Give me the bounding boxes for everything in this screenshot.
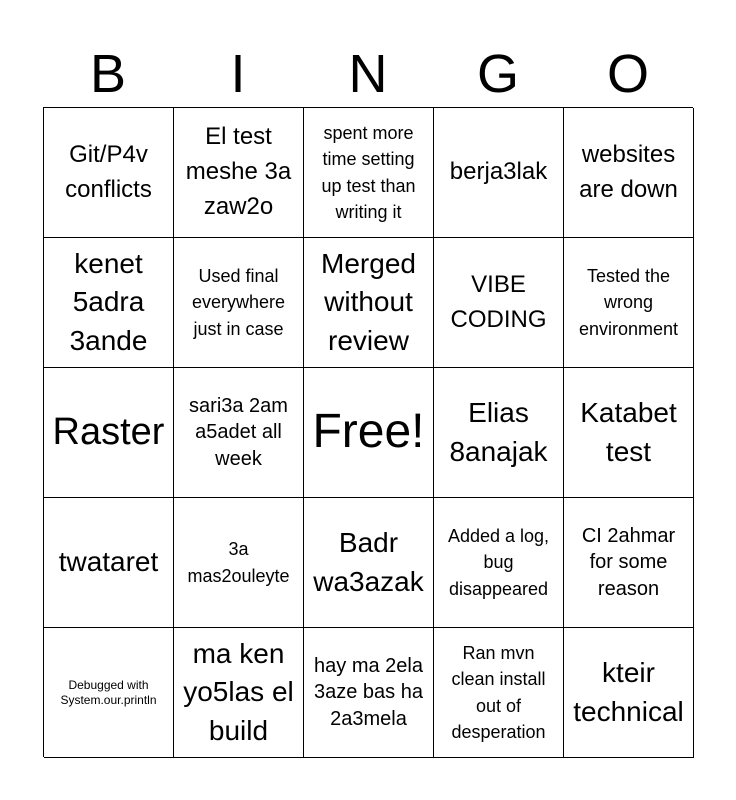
bingo-cell[interactable]: El test meshe 3a zaw2o [174, 108, 304, 238]
bingo-cell[interactable]: Tested the wrong environment [564, 238, 694, 368]
free-space-cell[interactable]: Free! [304, 368, 434, 498]
bingo-cell[interactable]: Raster [44, 368, 174, 498]
bingo-cell[interactable]: kteir technical [564, 628, 694, 758]
header-letter-n: N [348, 44, 388, 104]
bingo-cell[interactable]: websites are down [564, 108, 694, 238]
bingo-header [43, 40, 693, 108]
bingo-cell[interactable]: Ran mvn clean install out of desperation [434, 628, 564, 758]
bingo-cell[interactable]: Katabet test [564, 368, 694, 498]
bingo-cell[interactable]: Added a log, bug disappeared [434, 498, 564, 628]
bingo-cell[interactable]: Merged without review [304, 238, 434, 368]
bingo-board [43, 107, 693, 757]
bingo-cell[interactable]: Elias 8anajak [434, 368, 564, 498]
bingo-cell[interactable]: spent more time setting up test than writing it [304, 108, 434, 238]
bingo-cell[interactable]: kenet 5adra 3ande [44, 238, 174, 368]
header-letter-g: G [476, 44, 519, 104]
header-letter-i: I [230, 44, 246, 104]
bingo-cell[interactable]: sari3a 2am a5adet all week [174, 368, 304, 498]
bingo-cell[interactable]: Badr wa3azak [304, 498, 434, 628]
bingo-cell[interactable]: berja3lak [434, 108, 564, 238]
bingo-cell[interactable]: Used final everywhere just in case [174, 238, 304, 368]
bingo-cell[interactable]: hay ma 2ela 3aze bas ha 2a3mela [304, 628, 434, 758]
header-letter-b: B [89, 44, 127, 104]
bingo-cell[interactable]: 3a mas2ouleyte [174, 498, 304, 628]
header-letter-o: O [606, 44, 649, 104]
bingo-cell[interactable]: Debugged with System.our.println [44, 628, 174, 758]
bingo-cell[interactable]: Git/P4v conflicts [44, 108, 174, 238]
bingo-cell[interactable]: CI 2ahmar for some reason [564, 498, 694, 628]
bingo-cell[interactable]: twataret [44, 498, 174, 628]
bingo-cell[interactable]: VIBE CODING [434, 238, 564, 368]
bingo-cell[interactable]: ma ken yo5las el build [174, 628, 304, 758]
